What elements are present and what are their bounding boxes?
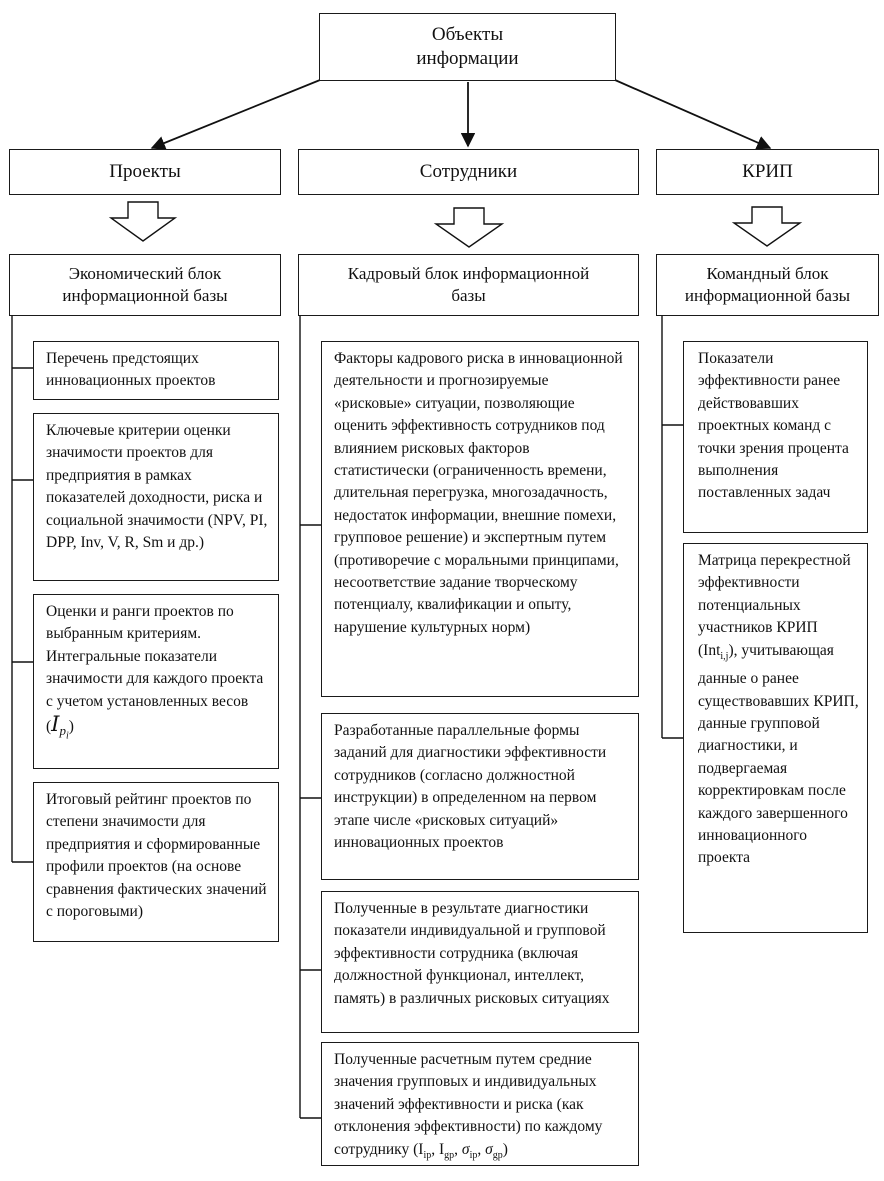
arrow-to-krip — [615, 80, 770, 148]
block-economic — [9, 254, 281, 316]
col3-item-2: Матрица перекрестной эффективности потенциальных участников КРИП (Int$_{i,j}$), учитывающая данные о ранее существовавших КРИП, данные групповой диагностики, и подвергаемая корректировкам после каждого завершенного инновационного проекта — [683, 543, 868, 933]
root-line1: Объекты — [431, 24, 504, 45]
block-team — [656, 254, 879, 316]
root-box — [319, 13, 616, 81]
block-team-line2: информационной базы — [684, 286, 851, 305]
category-projects — [9, 149, 281, 195]
block-personnel-line2: базы — [451, 286, 486, 305]
hollow-arrow-projects — [111, 202, 175, 241]
block-economic-line1: Экономический блок — [68, 264, 222, 283]
category-krip — [656, 149, 879, 195]
block-economic-line2: информационной базы — [62, 286, 228, 305]
hollow-arrow-krip — [734, 207, 800, 246]
block-team-line1: Командный блок — [706, 264, 829, 283]
root-line2: информации — [416, 48, 519, 69]
block-personnel-line1: Кадровый блок информационной — [347, 264, 590, 283]
arrow-to-projects — [152, 80, 320, 148]
col2-item-2: Разработанные параллельные формы заданий для диагностики эффективности сотрудников (согласно должностной инструкции) в определенном на первом этапе числе «рисковых ситуаций» инновационных проектов — [321, 713, 639, 880]
col1-item-2: Ключевые критерии оценки значимости проектов для предприятия в рамках показателей доходности, риска и социальной значимости (NPV, PI, DPP, Inv, V, R, Sm и др.) — [33, 413, 279, 581]
category-employees — [298, 149, 639, 195]
col3-item-1: Показатели эффективности ранее действовавших проектных команд с точки зрения процента выполнения поставленных задач — [683, 341, 868, 533]
col2-item-3: Полученные в результате диагностики показатели индивидуальной и групповой эффективности сотрудника (включая должностной функционал, интеллект, память) в различных рисковых ситуациях — [321, 891, 639, 1033]
block-personnel — [298, 254, 639, 316]
hollow-arrow-employees — [436, 208, 502, 247]
category-krip-label: КРИП — [742, 161, 793, 182]
col2-item-1: Факторы кадрового риска в инновационной деятельности и прогнозируемые «рисковые» ситуации, позволяющие оценить эффективность сотрудников под влиянием рисковых факторов статистически (ограниченность времени, длительная перегрузка, многозадачность, недостаток информации, внешние помехи, групповое решение) и экспертным путем (противоречие с моральными принципами, несоответствие задание творческому потенциалу, квалификации и опыту, нарушение культурных норм) — [321, 341, 639, 697]
col1-item-3: Оценки и ранги проектов по выбранным критериям. Интегральные показатели значимости для каждого проекта с учетом установленных весов $(I_{p_i})$ — [33, 594, 279, 769]
col1-item-1: Перечень предстоящих инновационных проектов — [33, 341, 279, 400]
category-employees-label: Сотрудники — [419, 161, 518, 182]
col2-item-4: Полученные расчетным путем средние значения групповых и индивидуальных значений эффективности и риска (как отклонения эффективности) по каждому сотруднику ($I_{ip}$, $I_{gp}$, $\sigma_{ip}$, $\sigma_{gp}$) — [321, 1042, 639, 1166]
col1-item-4: Итоговый рейтинг проектов по степени значимости для предприятия и сформированные профили проектов (на основе сравнения фактических значений с пороговыми) — [33, 782, 279, 942]
category-projects-label: Проекты — [109, 161, 181, 182]
